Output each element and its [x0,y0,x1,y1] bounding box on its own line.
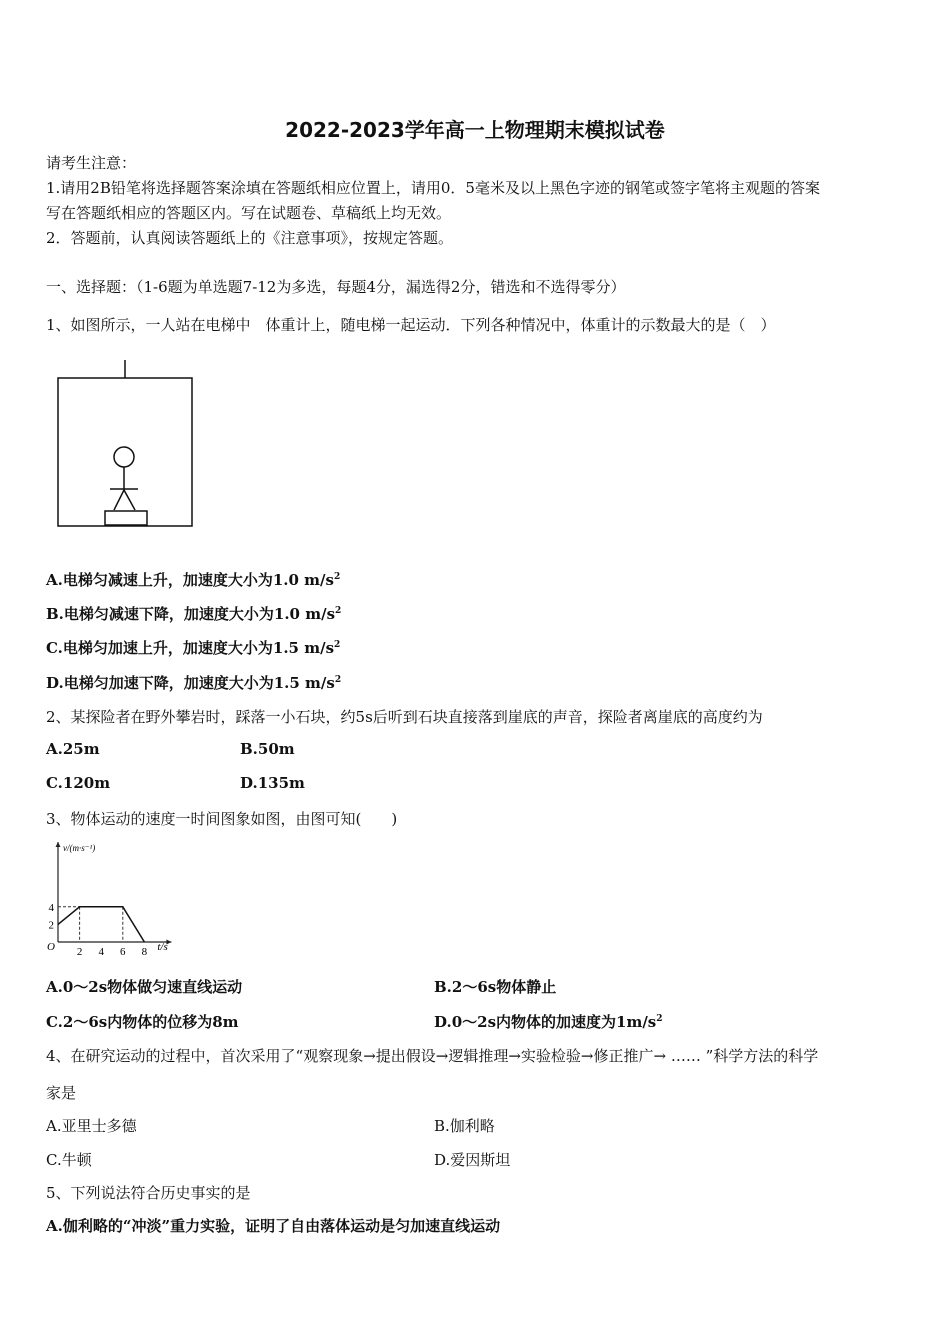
x-tick-label: 4 [98,946,104,958]
y-tick-label: 4 [48,901,54,914]
person-head [114,447,134,467]
scale [105,511,147,525]
q4-option-a: A.亚里士多德 [46,1117,137,1135]
y-axis-arrow [56,842,61,847]
velocity-time-chart [44,838,194,962]
q4-option-c: C.牛顿 [46,1151,92,1169]
elevator-figure [50,358,200,533]
y-tick-label: 2 [48,919,54,932]
q3-option-b: B.2～6s物体静止 [434,978,557,996]
notice-heading: 请考生注意： [46,154,137,172]
q3-option-c: C.2～6s内物体的位移为8m [46,1013,239,1031]
q2-stem: 2、某探险者在野外攀岩时，踩落一小石块，约5s后听到石块直接落到崖底的声音，探险者离崖底的高度约为 [46,708,763,726]
q1-option-b: B.电梯匀减速下降，加速度大小为1.0 $m/s^2$ [46,605,342,623]
y-axis-label: v/(m·s⁻¹) [63,843,96,853]
q4-stem-cont: 家是 [46,1084,77,1102]
q3-option-d: D.0～2s内物体的加速度为$1m/s^2$ [434,1013,663,1031]
q4-option-b: B.伽利略 [434,1117,495,1135]
origin-label: O [47,941,55,953]
q3-option-a: A.0～2s物体做匀速直线运动 [46,978,243,996]
q1-option-c: C.电梯匀加速上升，加速度大小为1.5 $m/s^2$ [46,639,341,657]
x-axis-label: t/s [157,941,168,953]
notice-item-2: 2．答题前，认真阅读答题纸上的《注意事项》，按规定答题。 [46,229,454,247]
notice-item-1-cont: 写在答题纸相应的答题区内。写在试题卷、草稿纸上均无效。 [46,204,452,222]
q3-stem: 3、物体运动的速度一时间图象如图，由图可知( ) [46,810,398,828]
person-leg-left [114,490,124,510]
velocity-line [58,907,144,942]
q5-option-a: A.伽利略的“冲淡”重力实验，证明了自由落体运动是匀加速直线运动 [46,1217,501,1235]
q1-option-a: A.电梯匀减速上升，加速度大小为1.0 $m/s^2$ [46,571,341,589]
notice-item-1: 1.请用2B铅笔将选择题答案涂填在答题纸相应位置上，请用0．5毫米及以上黑色字迹的钢笔或签字笔将主观题的答案 [46,179,820,197]
q2-option-a: A.25m [46,740,100,758]
x-tick-label: 6 [120,946,126,958]
section-heading: 一、选择题：（1-6题为单选题7-12为多选，每题4分，漏选得2分，错选和不选得零分） [46,278,626,296]
q5-stem: 5、下列说法符合历史事实的是 [46,1184,251,1202]
x-tick-label: 8 [141,946,148,958]
elevator-car [58,378,192,526]
page-title: 2022-2023学年高一上物理期末模拟试卷 [285,118,665,142]
q1-stem: 1、如图所示，一人站在电梯中 体重计上，随电梯一起运动．下列各种情况中，体重计的示数最大的是（ ） [46,316,776,334]
q1-option-d: D.电梯匀加速下降，加速度大小为1.5 $m/s^2$ [46,674,342,692]
q2-option-c: C.120m [46,774,111,792]
q2-option-d: D.135m [240,774,305,792]
x-tick-label: 2 [76,946,83,958]
q4-stem: 4、在研究运动的过程中，首次采用了“观察现象→提出假设→逻辑推理→实验检验→修正推广→ …… ”科学方法的科学 [46,1047,819,1065]
q2-option-b: B.50m [240,740,295,758]
person-leg-right [124,490,135,510]
q4-option-d: D.爱因斯坦 [434,1151,511,1169]
